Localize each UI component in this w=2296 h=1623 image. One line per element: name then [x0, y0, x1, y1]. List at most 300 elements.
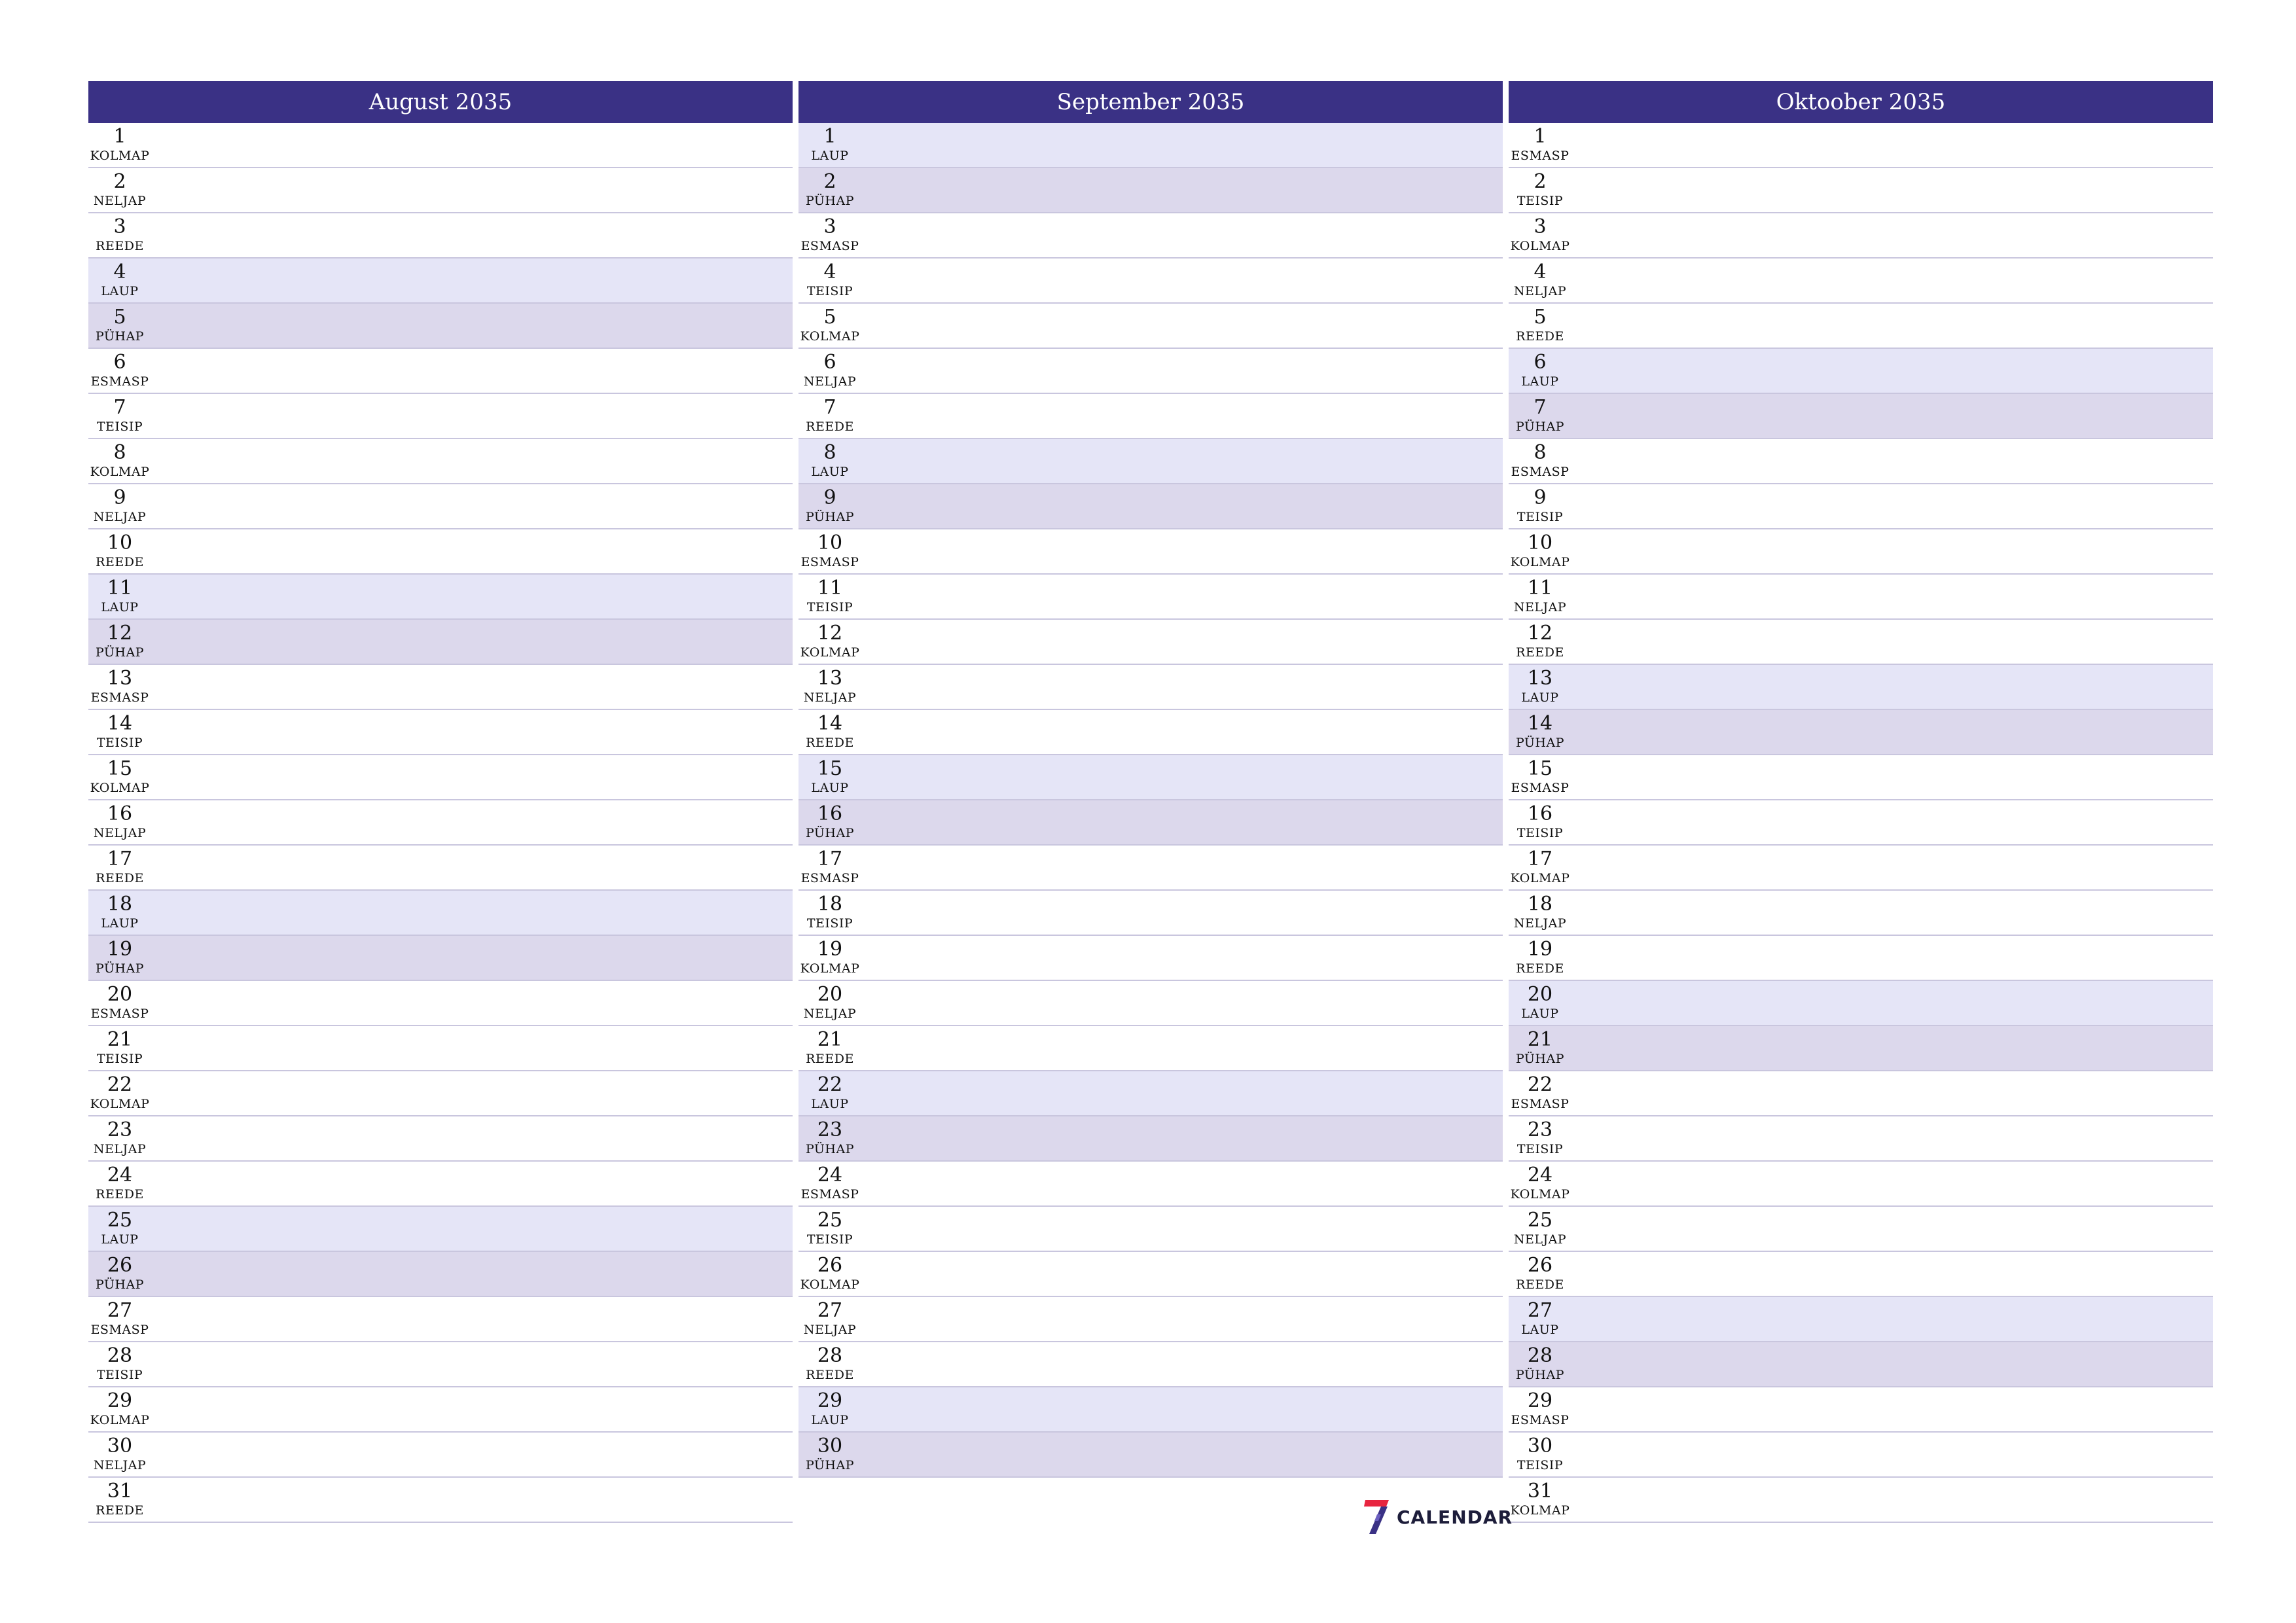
day-row: [1509, 891, 2213, 936]
weekday-name: KOLMAP: [800, 1277, 860, 1292]
day-cell: [88, 668, 151, 705]
day-number: 19: [107, 938, 133, 961]
day-number: 1: [113, 125, 126, 148]
day-row: [1509, 304, 2213, 349]
day-row: [798, 439, 1503, 484]
day-cell: [88, 984, 151, 1022]
day-row: [1509, 1433, 2213, 1478]
day-row: [798, 394, 1503, 439]
day-number: 22: [107, 1073, 133, 1096]
weekday-name: ESMASP: [800, 239, 859, 253]
day-number: 3: [1534, 215, 1547, 238]
day-row: [798, 168, 1503, 213]
day-row: [798, 529, 1503, 575]
day-number: 7: [113, 396, 126, 419]
day-cell: [88, 1345, 151, 1383]
day-number: 14: [817, 712, 843, 735]
day-cell: [798, 532, 861, 570]
day-number: 3: [113, 215, 126, 238]
day-row: [88, 1026, 793, 1071]
day-number: 21: [1527, 1028, 1553, 1051]
day-row: [798, 1433, 1503, 1478]
day-number: 31: [1527, 1480, 1553, 1503]
day-number: 27: [1527, 1299, 1553, 1322]
day-cell: [1509, 713, 1571, 751]
weekday-name: PÜHAP: [95, 961, 145, 976]
day-number: 21: [107, 1028, 133, 1051]
day-number: 13: [817, 667, 843, 690]
day-row: [1509, 846, 2213, 891]
day-cell: [1509, 397, 1571, 435]
weekday-name: LAUP: [811, 149, 849, 163]
day-cell: [798, 848, 861, 886]
month-october: [1509, 81, 2213, 1523]
weekday-name: TEISIP: [1516, 1142, 1564, 1156]
day-cell: [1509, 1074, 1571, 1112]
day-cell: [798, 216, 861, 254]
day-cell: [1509, 668, 1571, 705]
weekday-name: REEDE: [1516, 1277, 1564, 1292]
day-number: 12: [107, 622, 133, 645]
day-cell: [88, 1164, 151, 1202]
day-number: 18: [107, 893, 133, 916]
day-cell: [798, 1074, 861, 1112]
weekday-name: ESMASP: [800, 871, 859, 885]
weekday-name: REEDE: [96, 871, 144, 885]
weekday-name: PÜHAP: [1515, 1368, 1565, 1382]
day-row: [1509, 620, 2213, 665]
day-cell: [88, 577, 151, 615]
day-cell: [1509, 171, 1571, 209]
day-number: 15: [817, 757, 843, 780]
day-number: 1: [1534, 125, 1547, 148]
day-row: [1509, 439, 2213, 484]
day-row: [798, 1071, 1503, 1116]
weekday-name: KOLMAP: [90, 1097, 150, 1111]
weekday-name: KOLMAP: [800, 645, 860, 660]
weekday-name: TEISIP: [96, 1052, 143, 1066]
day-row: [798, 1342, 1503, 1387]
day-cell: [88, 848, 151, 886]
day-row: [1509, 349, 2213, 394]
day-cell: [88, 1255, 151, 1293]
weekday-name: REEDE: [1516, 961, 1564, 976]
calendar-logo: [1361, 1499, 1513, 1535]
day-cell: [798, 1119, 861, 1157]
weekday-name: KOLMAP: [800, 329, 860, 344]
day-row: [88, 710, 793, 755]
day-row: [798, 304, 1503, 349]
weekday-name: PÜHAP: [805, 1458, 855, 1472]
day-cell: [1509, 261, 1571, 299]
day-row: [88, 981, 793, 1026]
day-number: 12: [1527, 622, 1553, 645]
day-row: [1509, 168, 2213, 213]
day-number: 16: [107, 802, 133, 825]
weekday-name: LAUP: [811, 781, 849, 795]
day-number: 17: [107, 847, 133, 870]
day-row: [1509, 665, 2213, 710]
day-cell: [1509, 306, 1571, 344]
day-cell: [1509, 758, 1571, 796]
day-row: [1509, 1026, 2213, 1071]
day-number: 20: [107, 983, 133, 1006]
day-row: [88, 529, 793, 575]
weekday-name: LAUP: [811, 465, 849, 479]
day-row: [798, 1297, 1503, 1342]
day-row: [798, 575, 1503, 620]
day-row: [88, 846, 793, 891]
weekday-name: TEISIP: [806, 284, 853, 298]
day-number: 6: [113, 351, 126, 374]
day-cell: [1509, 442, 1571, 480]
weekday-name: NELJAP: [803, 1323, 857, 1337]
day-row: [798, 981, 1503, 1026]
day-cell: [798, 893, 861, 931]
day-cell: [798, 126, 861, 164]
day-number: 9: [113, 486, 126, 509]
weekday-name: KOLMAP: [1510, 555, 1570, 569]
weekday-name: PÜHAP: [805, 510, 855, 524]
day-number: 29: [107, 1389, 133, 1412]
weekday-name: NELJAP: [93, 1142, 147, 1156]
day-cell: [88, 713, 151, 751]
day-row: [1509, 529, 2213, 575]
day-row: [1509, 1478, 2213, 1523]
day-cell: [1509, 1390, 1571, 1428]
day-cell: [798, 758, 861, 796]
day-cell: [88, 622, 151, 660]
month-title: Oktoober 2035: [1509, 81, 2213, 123]
month-title: September 2035: [798, 81, 1503, 123]
day-number: 1: [823, 125, 836, 148]
day-row: [798, 1162, 1503, 1207]
day-row: [88, 1387, 793, 1433]
weekday-name: ESMASP: [1511, 465, 1570, 479]
weekday-name: NELJAP: [1513, 600, 1567, 615]
day-number: 30: [817, 1435, 843, 1457]
day-number: 29: [1527, 1389, 1553, 1412]
day-number: 4: [1534, 260, 1547, 283]
day-number: 8: [113, 441, 126, 464]
day-row: [1509, 800, 2213, 846]
weekday-name: ESMASP: [90, 1007, 149, 1021]
day-number: 18: [817, 893, 843, 916]
weekday-name: ESMASP: [90, 1323, 149, 1337]
weekday-name: KOLMAP: [90, 1413, 150, 1427]
day-number: 5: [113, 306, 126, 329]
weekday-name: KOLMAP: [800, 961, 860, 976]
day-cell: [88, 532, 151, 570]
day-cell: [1509, 1209, 1571, 1247]
day-number: 29: [817, 1389, 843, 1412]
weekday-name: KOLMAP: [1510, 1187, 1570, 1202]
day-number: 27: [107, 1299, 133, 1322]
weekday-name: ESMASP: [1511, 149, 1570, 163]
day-row: [88, 484, 793, 529]
day-cell: [1509, 1480, 1571, 1518]
day-cell: [798, 1209, 861, 1247]
day-number: 8: [823, 441, 836, 464]
day-number: 4: [113, 260, 126, 283]
day-row: [88, 1252, 793, 1297]
day-row: [1509, 1207, 2213, 1252]
day-cell: [88, 1074, 151, 1112]
day-row: [798, 213, 1503, 259]
weekday-name: KOLMAP: [90, 149, 150, 163]
day-cell: [88, 397, 151, 435]
day-row: [88, 1116, 793, 1162]
weekday-name: NELJAP: [803, 374, 857, 389]
day-cell: [1509, 1029, 1571, 1067]
day-number: 23: [817, 1118, 843, 1141]
day-row: [1509, 710, 2213, 755]
day-cell: [88, 758, 151, 796]
weekday-name: REEDE: [96, 1503, 144, 1518]
weekday-name: NELJAP: [1513, 916, 1567, 931]
day-number: 13: [1527, 667, 1553, 690]
day-row: [1509, 1116, 2213, 1162]
logo-text: CALENDAR: [1397, 1506, 1513, 1528]
weekday-name: TEISIP: [96, 736, 143, 750]
weekday-name: ESMASP: [800, 1187, 859, 1202]
day-number: 31: [107, 1480, 133, 1503]
weekday-name: TEISIP: [1516, 510, 1564, 524]
weekday-name: PÜHAP: [1515, 736, 1565, 750]
day-cell: [798, 938, 861, 976]
day-number: 7: [1534, 396, 1547, 419]
weekday-name: NELJAP: [1513, 1232, 1567, 1247]
day-row: [798, 846, 1503, 891]
day-number: 15: [1527, 757, 1553, 780]
day-row: [1509, 1252, 2213, 1297]
day-cell: [88, 487, 151, 525]
day-number: 23: [107, 1118, 133, 1141]
day-cell: [88, 1119, 151, 1157]
day-cell: [88, 893, 151, 931]
day-number: 9: [1534, 486, 1547, 509]
weekday-name: NELJAP: [93, 510, 147, 524]
day-row: [798, 349, 1503, 394]
day-number: 11: [107, 577, 133, 599]
day-number: 24: [1527, 1164, 1553, 1186]
day-cell: [88, 216, 151, 254]
weekday-name: NELJAP: [803, 690, 857, 705]
day-number: 11: [817, 577, 843, 599]
weekday-name: KOLMAP: [1510, 239, 1570, 253]
day-number: 24: [817, 1164, 843, 1186]
day-number: 8: [1534, 441, 1547, 464]
day-cell: [88, 171, 151, 209]
weekday-name: ESMASP: [1511, 1413, 1570, 1427]
day-list: [88, 123, 793, 1523]
day-row: [798, 259, 1503, 304]
day-cell: [1509, 1345, 1571, 1383]
day-row: [1509, 981, 2213, 1026]
day-cell: [798, 306, 861, 344]
day-number: 11: [1527, 577, 1553, 599]
weekday-name: TEISIP: [806, 1232, 853, 1247]
day-row: [1509, 1297, 2213, 1342]
day-cell: [1509, 532, 1571, 570]
day-cell: [88, 803, 151, 841]
day-cell: [798, 1255, 861, 1293]
day-cell: [798, 803, 861, 841]
day-cell: [88, 938, 151, 976]
day-cell: [798, 1300, 861, 1338]
day-cell: [88, 1390, 151, 1428]
day-cell: [798, 713, 861, 751]
weekday-name: TEISIP: [1516, 1458, 1564, 1472]
day-row: [798, 1207, 1503, 1252]
day-number: 28: [1527, 1344, 1553, 1367]
weekday-name: LAUP: [811, 1413, 849, 1427]
weekday-name: PÜHAP: [95, 329, 145, 344]
day-row: [798, 123, 1503, 168]
weekday-name: LAUP: [1521, 374, 1559, 389]
weekday-name: PÜHAP: [1515, 1052, 1565, 1066]
day-number: 6: [1534, 351, 1547, 374]
day-number: 30: [1527, 1435, 1553, 1457]
day-cell: [798, 1390, 861, 1428]
weekday-name: REEDE: [806, 1052, 854, 1066]
weekday-name: LAUP: [811, 1097, 849, 1111]
day-cell: [1509, 848, 1571, 886]
day-row: [798, 1026, 1503, 1071]
day-number: 23: [1527, 1118, 1553, 1141]
day-row: [88, 800, 793, 846]
day-row: [1509, 1071, 2213, 1116]
weekday-name: ESMASP: [90, 374, 149, 389]
day-cell: [798, 397, 861, 435]
day-number: 16: [1527, 802, 1553, 825]
day-cell: [798, 261, 861, 299]
weekday-name: LAUP: [1521, 1007, 1559, 1021]
day-row: [798, 1387, 1503, 1433]
weekday-name: TEISIP: [96, 419, 143, 434]
weekday-name: LAUP: [1521, 690, 1559, 705]
day-number: 13: [107, 667, 133, 690]
day-number: 17: [817, 847, 843, 870]
day-row: [798, 755, 1503, 800]
weekday-name: REEDE: [806, 419, 854, 434]
day-cell: [1509, 487, 1571, 525]
seven-logo-icon: [1361, 1499, 1390, 1535]
day-cell: [798, 984, 861, 1022]
day-cell: [88, 306, 151, 344]
weekday-name: REEDE: [806, 736, 854, 750]
day-number: 4: [823, 260, 836, 283]
month-september: [798, 81, 1503, 1478]
day-row: [1509, 1162, 2213, 1207]
day-number: 25: [107, 1209, 133, 1232]
day-cell: [798, 442, 861, 480]
day-row: [88, 1207, 793, 1252]
day-number: 3: [823, 215, 836, 238]
day-row: [1509, 394, 2213, 439]
day-row: [1509, 936, 2213, 981]
day-list: [1509, 123, 2213, 1523]
weekday-name: PÜHAP: [805, 194, 855, 208]
weekday-name: TEISIP: [1516, 826, 1564, 840]
day-number: 6: [823, 351, 836, 374]
day-cell: [1509, 622, 1571, 660]
month-title: August 2035: [88, 81, 793, 123]
day-number: 19: [1527, 938, 1553, 961]
weekday-name: KOLMAP: [1510, 1503, 1570, 1518]
day-number: 25: [1527, 1209, 1553, 1232]
day-row: [88, 213, 793, 259]
day-row: [1509, 755, 2213, 800]
weekday-name: REEDE: [1516, 645, 1564, 660]
weekday-name: NELJAP: [803, 1007, 857, 1021]
day-number: 16: [817, 802, 843, 825]
day-number: 26: [1527, 1254, 1553, 1277]
day-row: [798, 800, 1503, 846]
day-row: [88, 259, 793, 304]
weekday-name: REEDE: [1516, 329, 1564, 344]
day-number: 20: [1527, 983, 1553, 1006]
day-row: [88, 349, 793, 394]
day-row: [1509, 1342, 2213, 1387]
weekday-name: PÜHAP: [805, 1142, 855, 1156]
day-number: 9: [823, 486, 836, 509]
weekday-name: ESMASP: [1511, 781, 1570, 795]
day-number: 12: [817, 622, 843, 645]
weekday-name: TEISIP: [806, 916, 853, 931]
day-cell: [798, 1345, 861, 1383]
day-cell: [1509, 351, 1571, 389]
day-number: 22: [817, 1073, 843, 1096]
day-cell: [88, 261, 151, 299]
day-cell: [88, 1435, 151, 1473]
day-cell: [88, 351, 151, 389]
day-number: 24: [107, 1164, 133, 1186]
day-list: [798, 123, 1503, 1478]
day-number: 26: [107, 1254, 133, 1277]
day-row: [88, 1162, 793, 1207]
weekday-name: PÜHAP: [805, 826, 855, 840]
weekday-name: KOLMAP: [90, 781, 150, 795]
day-row: [88, 665, 793, 710]
day-cell: [798, 351, 861, 389]
weekday-name: PÜHAP: [95, 1277, 145, 1292]
day-cell: [798, 1029, 861, 1067]
day-cell: [1509, 984, 1571, 1022]
day-row: [798, 1252, 1503, 1297]
weekday-name: LAUP: [101, 916, 139, 931]
weekday-name: REEDE: [96, 239, 144, 253]
day-number: 28: [107, 1344, 133, 1367]
day-cell: [1509, 1300, 1571, 1338]
day-cell: [1509, 577, 1571, 615]
day-number: 17: [1527, 847, 1553, 870]
day-number: 15: [107, 757, 133, 780]
weekday-name: PÜHAP: [1515, 419, 1565, 434]
day-row: [88, 1342, 793, 1387]
day-number: 14: [1527, 712, 1553, 735]
day-row: [798, 484, 1503, 529]
day-number: 5: [823, 306, 836, 329]
day-row: [798, 936, 1503, 981]
day-cell: [1509, 126, 1571, 164]
day-cell: [88, 1480, 151, 1518]
day-number: 19: [817, 938, 843, 961]
day-row: [88, 123, 793, 168]
weekday-name: TEISIP: [96, 1368, 143, 1382]
day-row: [88, 1071, 793, 1116]
weekday-name: REEDE: [806, 1368, 854, 1382]
